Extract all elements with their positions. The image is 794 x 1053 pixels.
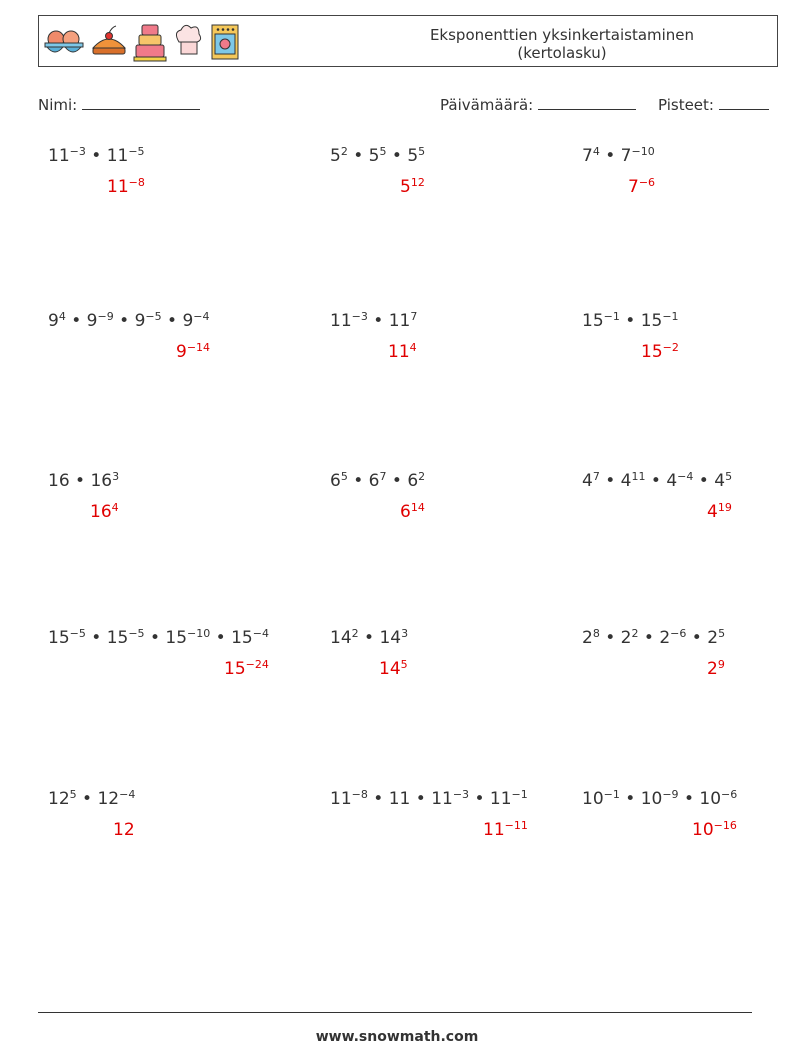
term-base: 16 — [90, 471, 113, 491]
term-base: 15 — [165, 628, 188, 648]
term-base: 5 — [330, 146, 341, 166]
multiply-dot: • — [619, 311, 641, 331]
term-base: 7 — [582, 146, 593, 166]
problem-item — [48, 309, 211, 362]
multiply-dot: • — [386, 471, 408, 491]
problem-item — [582, 469, 733, 522]
answer-base: 5 — [400, 177, 411, 197]
answer-base: 16 — [90, 502, 112, 522]
answer-exponent: −14 — [186, 340, 211, 354]
term-base: 2 — [582, 628, 593, 648]
term-base: 15 — [582, 311, 604, 331]
answer — [692, 820, 737, 840]
answer-exponent: −16 — [713, 818, 737, 832]
term-base: 6 — [330, 471, 341, 491]
problem-item — [48, 469, 120, 522]
term-base: 15 — [48, 628, 70, 648]
answer-base: 9 — [176, 342, 187, 362]
date-field[interactable] — [440, 94, 636, 114]
term-exponent: −8 — [351, 787, 368, 801]
answer — [379, 659, 408, 679]
problem-item — [48, 144, 145, 197]
problem-item — [330, 626, 409, 679]
term-base: 11 — [489, 789, 512, 809]
term-base: 9 — [48, 311, 59, 331]
term-base: 11 — [48, 146, 70, 166]
term-exponent: 3 — [401, 626, 409, 640]
term-exponent: 8 — [592, 626, 600, 640]
problem-item — [330, 469, 426, 522]
footer-divider — [38, 1012, 752, 1013]
worksheet-header — [38, 15, 778, 67]
term-base: 6 — [368, 471, 380, 491]
term-exponent: 4 — [58, 309, 66, 323]
problem-item — [330, 787, 528, 840]
answer-exponent: 12 — [410, 175, 425, 189]
problem-expression — [330, 311, 417, 331]
answer-base: 4 — [707, 502, 718, 522]
problem-expression — [582, 311, 679, 331]
term-base: 15 — [231, 628, 253, 648]
answer — [176, 342, 210, 362]
problem-expression — [48, 471, 119, 491]
term-base: 11 — [106, 146, 129, 166]
multiply-dot: • — [693, 471, 715, 491]
problem-item — [330, 144, 426, 197]
term-exponent: 5 — [718, 626, 726, 640]
term-base: 10 — [640, 789, 663, 809]
term-base: 11 — [330, 311, 352, 331]
multiply-dot: • — [358, 628, 380, 648]
term-exponent: −1 — [603, 309, 620, 323]
cherry-pie-icon — [89, 24, 129, 60]
problem-item — [582, 787, 738, 840]
answer-base: 15 — [224, 659, 246, 679]
multiply-dot: • — [367, 789, 389, 809]
term-base: 2 — [620, 628, 632, 648]
answer — [388, 342, 417, 362]
term-base: 14 — [379, 628, 402, 648]
date-blank[interactable] — [538, 94, 636, 110]
score-label: Pisteet: — [658, 96, 714, 114]
term-base: 9 — [182, 311, 194, 331]
term-exponent: −4 — [193, 309, 210, 323]
problem-expression — [48, 628, 269, 648]
problem-expression — [582, 471, 732, 491]
multiply-dot: • — [469, 789, 490, 809]
multiply-dot: • — [599, 471, 621, 491]
term-exponent: 3 — [112, 469, 120, 483]
problem-expression — [48, 311, 210, 331]
answer — [90, 502, 119, 522]
answer-base: 14 — [379, 659, 401, 679]
term-base: 4 — [582, 471, 593, 491]
term-base: 9 — [134, 311, 146, 331]
answer — [707, 502, 732, 522]
term-base: 2 — [659, 628, 671, 648]
multiply-dot: • — [76, 789, 98, 809]
term-base: 16 — [48, 471, 70, 491]
term-exponent: 2 — [340, 144, 348, 158]
multiply-dot: • — [410, 789, 432, 809]
term-exponent: −4 — [677, 469, 694, 483]
answer-exponent: 19 — [717, 500, 732, 514]
answer — [400, 502, 425, 522]
multiply-dot: • — [645, 471, 667, 491]
term-base: 7 — [620, 146, 632, 166]
answer — [224, 659, 269, 679]
problem-expression — [48, 146, 145, 166]
term-exponent: −3 — [452, 787, 470, 801]
term-base: 4 — [666, 471, 678, 491]
term-base: 15 — [106, 628, 129, 648]
multiply-dot: • — [85, 146, 107, 166]
term-exponent: −4 — [252, 626, 269, 640]
problem-item — [330, 309, 418, 362]
answer — [628, 177, 655, 197]
answer-exponent: −8 — [128, 175, 145, 189]
multiply-dot: • — [347, 146, 369, 166]
answer-exponent: −11 — [504, 818, 528, 832]
name-blank[interactable] — [82, 94, 200, 110]
layer-cake-icon — [133, 21, 167, 63]
multiply-dot: • — [386, 146, 408, 166]
multiply-dot: • — [599, 628, 621, 648]
term-exponent: 2 — [418, 469, 426, 483]
answer — [107, 177, 145, 197]
term-exponent: 11 — [631, 469, 646, 483]
title-line-2: (kertolasku) — [517, 44, 607, 62]
term-exponent: −5 — [128, 144, 145, 158]
term-exponent: 7 — [592, 469, 600, 483]
term-base: 6 — [407, 471, 419, 491]
term-exponent: 5 — [418, 144, 426, 158]
problem-item — [582, 626, 726, 679]
term-exponent: −1 — [511, 787, 528, 801]
answer — [400, 177, 425, 197]
multiply-dot: • — [347, 471, 369, 491]
term-exponent: 2 — [351, 626, 359, 640]
term-exponent: −10 — [631, 144, 655, 158]
term-exponent: 5 — [379, 144, 387, 158]
term-base: 11 — [431, 789, 453, 809]
term-exponent: −5 — [128, 626, 145, 640]
term-exponent: −6 — [670, 626, 687, 640]
term-exponent: −1 — [603, 787, 620, 801]
problem-item — [582, 144, 656, 197]
answer — [641, 342, 679, 362]
problem-expression — [330, 471, 425, 491]
answer-exponent: 5 — [400, 657, 408, 671]
term-exponent: −6 — [721, 787, 738, 801]
term-exponent: 5 — [725, 469, 733, 483]
problem-expression — [330, 628, 408, 648]
multiply-dot: • — [599, 146, 621, 166]
worksheet-title — [397, 26, 727, 62]
term-exponent: −5 — [145, 309, 162, 323]
multiply-dot: • — [638, 628, 660, 648]
multiply-dot: • — [144, 628, 166, 648]
answer-base: 11 — [107, 177, 129, 197]
term-exponent: −5 — [69, 626, 86, 640]
oven-icon — [209, 22, 241, 62]
date-label: Päivämäärä: — [440, 96, 534, 114]
score-blank[interactable] — [719, 94, 769, 110]
term-base: 4 — [620, 471, 632, 491]
answer-exponent: −6 — [638, 175, 656, 189]
term-base: 2 — [707, 628, 719, 648]
term-exponent: −3 — [351, 309, 368, 323]
problem-expression — [582, 789, 737, 809]
term-base: 5 — [368, 146, 380, 166]
multiply-dot: • — [85, 628, 107, 648]
answer-exponent: 4 — [409, 340, 417, 354]
term-base: 10 — [582, 789, 604, 809]
answer-base: 6 — [400, 502, 411, 522]
multiply-dot: • — [113, 311, 135, 331]
bowls-icon — [43, 27, 85, 57]
term-base: 11 — [330, 789, 352, 809]
multiply-dot: • — [678, 789, 700, 809]
multiply-dot: • — [367, 311, 389, 331]
term-exponent: 7 — [410, 309, 418, 323]
answer-exponent: 4 — [111, 500, 119, 514]
multiply-dot: • — [210, 628, 232, 648]
term-base: 12 — [97, 789, 120, 809]
term-exponent: 5 — [69, 787, 77, 801]
problem-expression — [582, 146, 655, 166]
term-base: 15 — [640, 311, 663, 331]
answer-exponent: −2 — [662, 340, 679, 354]
problem-expression — [330, 789, 528, 809]
answer-base: 12 — [113, 820, 135, 840]
answer — [483, 820, 528, 840]
footer-url: www.snowmath.com — [315, 1029, 479, 1045]
answer-base: 7 — [628, 177, 639, 197]
multiply-dot: • — [686, 628, 708, 648]
title-line-1: Eksponenttien yksinkertaistaminen — [429, 26, 695, 44]
icon-strip — [43, 20, 241, 64]
multiply-dot: • — [69, 471, 91, 491]
term-base: 5 — [407, 146, 419, 166]
term-exponent: −4 — [119, 787, 136, 801]
multiply-dot: • — [619, 789, 641, 809]
answer-base: 2 — [707, 659, 718, 679]
term-base: 12 — [48, 789, 70, 809]
term-exponent: −9 — [662, 787, 679, 801]
multiply-dot: • — [65, 311, 87, 331]
problem-expression — [330, 146, 425, 166]
term-exponent: −3 — [69, 144, 86, 158]
term-base: 11 — [388, 789, 411, 809]
answer — [113, 820, 135, 840]
term-exponent: 2 — [631, 626, 639, 640]
name-label: Nimi: — [38, 96, 78, 114]
term-base: 4 — [714, 471, 726, 491]
multiply-dot: • — [161, 311, 183, 331]
answer-base: 11 — [388, 342, 410, 362]
answer-base: 11 — [483, 820, 505, 840]
term-exponent: 7 — [379, 469, 387, 483]
name-field[interactable] — [38, 94, 200, 114]
term-exponent: −10 — [187, 626, 211, 640]
term-base: 11 — [388, 311, 411, 331]
term-exponent: 4 — [592, 144, 600, 158]
problem-expression — [582, 628, 725, 648]
answer-base: 10 — [692, 820, 714, 840]
term-base: 9 — [86, 311, 98, 331]
problem-item — [48, 626, 269, 679]
problem-item — [582, 309, 679, 362]
term-exponent: −9 — [97, 309, 114, 323]
problem-expression — [48, 789, 135, 809]
problem-item — [48, 787, 136, 840]
chef-hat-icon — [171, 22, 205, 62]
score-field[interactable] — [658, 94, 769, 114]
answer-exponent: 9 — [717, 657, 725, 671]
answer-exponent: −24 — [245, 657, 269, 671]
term-exponent: −1 — [662, 309, 679, 323]
answer — [707, 659, 725, 679]
term-base: 10 — [699, 789, 722, 809]
answer-base: 15 — [641, 342, 663, 362]
term-base: 14 — [330, 628, 352, 648]
term-exponent: 5 — [340, 469, 348, 483]
answer-exponent: 14 — [410, 500, 425, 514]
